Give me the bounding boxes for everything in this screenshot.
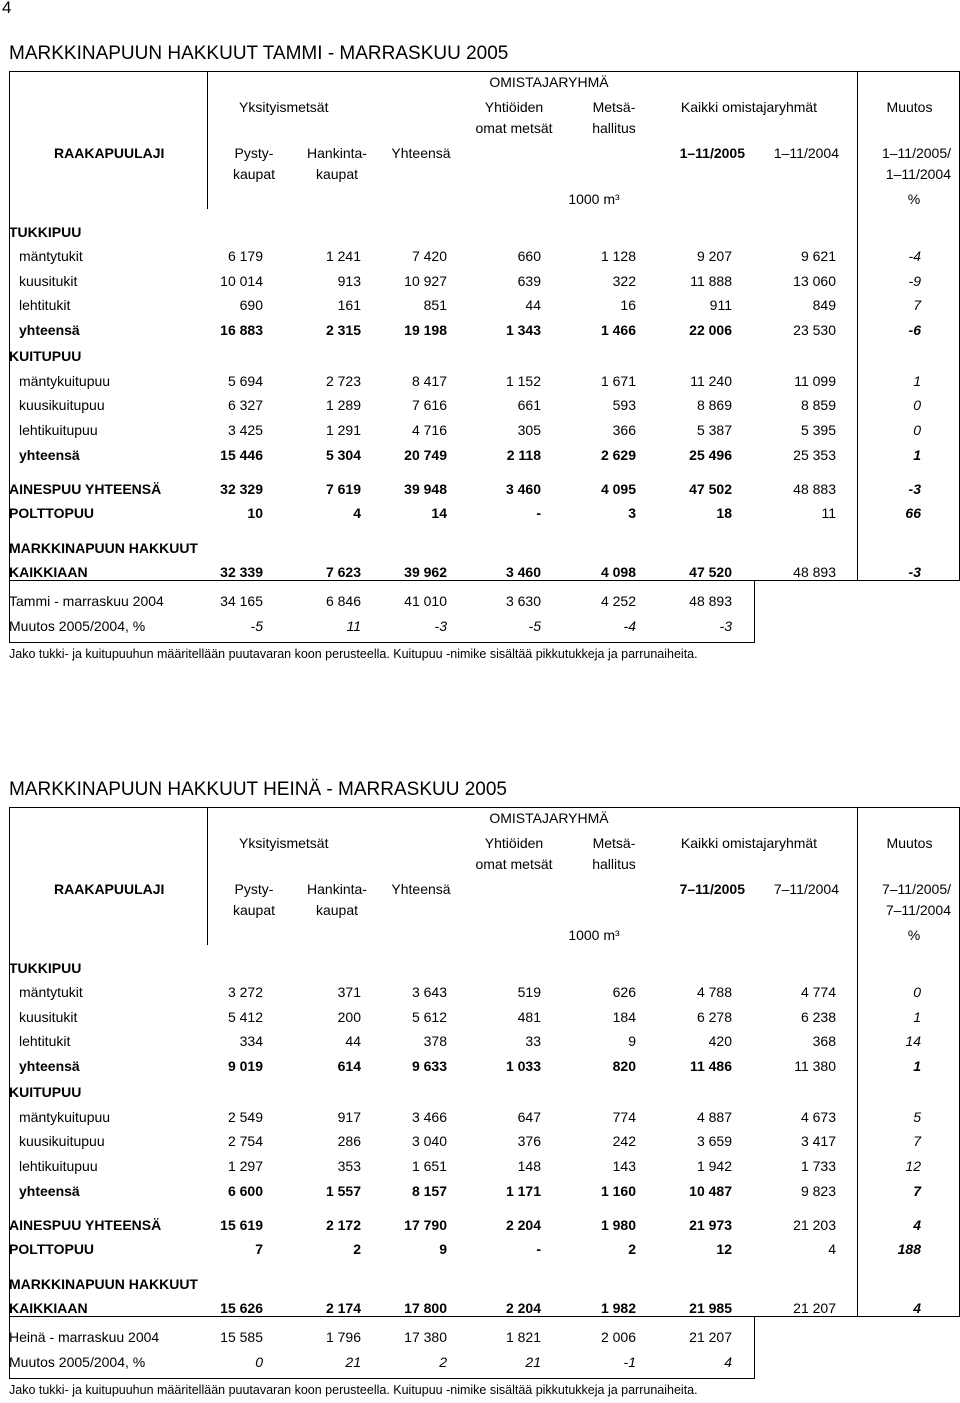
- header-change-line1: 7–11/2005/: [881, 881, 951, 897]
- table-cell: 9 019: [227, 1058, 263, 1074]
- table-cell: 9 823: [800, 1183, 836, 1199]
- table-cell: 22 006: [689, 322, 732, 338]
- table-cell: 11 486: [689, 1058, 732, 1074]
- row-label: KAIKKIAAN: [9, 1300, 88, 1316]
- table-cell: 6 327: [227, 397, 263, 413]
- table-cell: 7 616: [411, 397, 447, 413]
- row-label: yhteensä: [19, 1058, 80, 1074]
- comparison-cell: 4 252: [600, 593, 636, 609]
- table-cell: 366: [612, 422, 636, 438]
- table-cell: 19 198: [404, 322, 447, 338]
- table-cell: 1 297: [227, 1158, 263, 1174]
- comparison-cell: 1 821: [505, 1329, 541, 1345]
- comparison-cell: 3 630: [505, 593, 541, 609]
- comparison-cell: 1 796: [325, 1329, 361, 1345]
- table-cell: 849: [812, 297, 836, 313]
- comparison-cell: 15 585: [220, 1329, 263, 1345]
- table-cell: 2 172: [325, 1217, 361, 1233]
- comparison-cell: 2 006: [600, 1329, 636, 1345]
- comparison-label: Muutos 2005/2004, %: [9, 618, 146, 634]
- table-cell: 1: [913, 1058, 921, 1074]
- table-cell: 3: [628, 505, 636, 521]
- table-cell: 334: [239, 1033, 263, 1049]
- table-cell: 1 980: [600, 1217, 636, 1233]
- row-label: kuusikuitupuu: [19, 1133, 105, 1149]
- table-cell: 10: [247, 505, 263, 521]
- header-pysty-line1: Pysty-: [234, 145, 274, 161]
- comparison-cell: 48 893: [689, 593, 732, 609]
- table-cell: 200: [337, 1009, 361, 1025]
- table-cell: 188: [897, 1241, 921, 1257]
- table-cell: -6: [908, 322, 921, 338]
- table-cell: 1 291: [325, 422, 361, 438]
- row-label: KUITUPUU: [9, 348, 82, 364]
- table-cell: 2 118: [506, 447, 541, 463]
- table-cell: 3 040: [411, 1133, 447, 1149]
- page-number: 4: [2, 0, 12, 17]
- table-cell: 2 315: [325, 322, 361, 338]
- footnote: Jako tukki- ja kuitupuuhun määritellään puutavaran koon perusteella. Kuitupuu -nimike sisältää pikkutukkeja ja parrunaiheita.: [9, 1383, 698, 1397]
- table-cell: 4: [913, 1300, 921, 1316]
- table-cell: 6 278: [696, 1009, 732, 1025]
- table-cell: 148: [517, 1158, 541, 1174]
- row-label: lehtikuitupuu: [19, 422, 98, 438]
- table-cell: 4 095: [600, 481, 636, 497]
- table-cell: 4 887: [696, 1109, 732, 1125]
- header-yksityismetsat: Yksityismetsät: [239, 99, 329, 115]
- header-metsa-line1: Metsä-: [592, 835, 636, 851]
- header-metsa-line1: Metsä-: [592, 99, 636, 115]
- header-muutos: Muutos: [886, 835, 933, 851]
- table-cell: 2 629: [600, 447, 636, 463]
- table-cell: 25 496: [689, 447, 732, 463]
- table-cell: 1 033: [505, 1058, 541, 1074]
- header-pct: %: [907, 191, 921, 207]
- table-cell: 39 948: [404, 481, 447, 497]
- table-cell: 3 272: [227, 984, 263, 1000]
- header-yhteensa: Yhteensä: [391, 145, 451, 161]
- table-cell: 911: [709, 297, 732, 313]
- table-cell: 23 530: [793, 322, 836, 338]
- table-cell: 7 420: [411, 248, 447, 264]
- table-title: MARKKINAPUUN HAKKUUT HEINÄ - MARRASKUU 2005: [9, 779, 507, 800]
- header-change-line1: 1–11/2005/: [881, 145, 951, 161]
- table-cell: 286: [337, 1133, 361, 1149]
- header-hankinta-line1: Hankinta-: [307, 881, 367, 897]
- table-cell: -3: [908, 564, 921, 580]
- row-label: AINESPUU YHTEENSÄ: [9, 1217, 162, 1233]
- table-cell: 7: [255, 1241, 263, 1257]
- table-cell: 913: [337, 273, 361, 289]
- comparison-label: Heinä - marraskuu 2004: [9, 1329, 160, 1345]
- table-cell: 14: [905, 1033, 921, 1049]
- header-hankinta-line2: kaupat: [315, 902, 359, 918]
- table-cell: 639: [517, 273, 541, 289]
- table-cell: 5 304: [325, 447, 361, 463]
- comparison-right-border: [754, 1317, 755, 1379]
- table-cell: 242: [612, 1133, 636, 1149]
- table-cell: 626: [612, 984, 636, 1000]
- row-header-divider: [207, 71, 208, 209]
- table-cell: 3 466: [411, 1109, 447, 1125]
- row-label: yhteensä: [19, 447, 80, 463]
- table-cell: 7: [913, 1133, 921, 1149]
- row-label: TUKKIPUU: [9, 960, 82, 976]
- comparison-cell: 41 010: [404, 593, 447, 609]
- table-cell: 5 387: [696, 422, 732, 438]
- footnote: Jako tukki- ja kuitupuuhun määritellään puutavaran koon perusteella. Kuitupuu -nimike sisältää pikkutukkeja ja parrunaiheita.: [9, 647, 698, 661]
- table-cell: 661: [517, 397, 541, 413]
- table-cell: 1 651: [411, 1158, 447, 1174]
- header-group: OMISTAJARYHMÄ: [489, 810, 609, 826]
- table-cell: 2 204: [505, 1300, 541, 1316]
- row-label: AINESPUU YHTEENSÄ: [9, 481, 162, 497]
- header-change-line2: 1–11/2004: [885, 166, 951, 182]
- row-label: TUKKIPUU: [9, 224, 82, 240]
- table-cell: 4: [353, 505, 361, 521]
- table-cell: 44: [345, 1033, 361, 1049]
- table-cell: 184: [612, 1009, 636, 1025]
- table-cell: 420: [708, 1033, 732, 1049]
- table-cell: 21 973: [689, 1217, 732, 1233]
- table-cell: 917: [337, 1109, 361, 1125]
- table-cell: 21 203: [793, 1217, 836, 1233]
- table-cell: 10 014: [220, 273, 263, 289]
- row-label: yhteensä: [19, 1183, 80, 1199]
- row-label: mäntykuitupuu: [19, 373, 111, 389]
- table-cell: 2 549: [227, 1109, 263, 1125]
- header-muutos: Muutos: [886, 99, 933, 115]
- table-cell: 353: [337, 1158, 361, 1174]
- comparison-cell: 2: [439, 1354, 447, 1370]
- header-yhtiot-line2: omat metsät: [475, 120, 553, 136]
- table-cell: 4 716: [411, 422, 447, 438]
- table-cell: 3 643: [411, 984, 447, 1000]
- table-cell: 1 942: [696, 1158, 732, 1174]
- table-cell: 1 671: [600, 373, 636, 389]
- table-cell: 25 353: [793, 447, 836, 463]
- header-period-previous: 1–11/2004: [773, 145, 839, 161]
- table-cell: 660: [517, 248, 541, 264]
- header-pysty-line2: kaupat: [232, 902, 276, 918]
- table-cell: 4 788: [696, 984, 732, 1000]
- table-cell: 21 207: [793, 1300, 836, 1316]
- table-cell: 593: [612, 397, 636, 413]
- row-label: lehtitukit: [19, 1033, 71, 1049]
- comparison-cell: 4: [724, 1354, 732, 1370]
- table-cell: 12: [716, 1241, 732, 1257]
- header-kaikki: Kaikki omistajaryhmät: [680, 835, 818, 851]
- header-yhtiot-line1: Yhtiöiden: [484, 835, 544, 851]
- table-cell: 10 927: [404, 273, 447, 289]
- comparison-cell: -5: [250, 618, 263, 634]
- table-cell: 481: [517, 1009, 541, 1025]
- table-cell: 8 859: [800, 397, 836, 413]
- table-cell: 1 289: [325, 397, 361, 413]
- table-cell: 12: [905, 1158, 921, 1174]
- comparison-cell: 21: [345, 1354, 361, 1370]
- header-yhtiot-line2: omat metsät: [475, 856, 553, 872]
- table-cell: 1 152: [505, 373, 541, 389]
- comparison-cell: 34 165: [220, 593, 263, 609]
- table-cell: 32 339: [220, 564, 263, 580]
- row-label: kuusitukit: [19, 273, 78, 289]
- header-pysty-line1: Pysty-: [234, 881, 274, 897]
- table-cell: 7 619: [325, 481, 361, 497]
- comparison-cell: -3: [434, 618, 447, 634]
- table-cell: 1 982: [600, 1300, 636, 1316]
- row-label: POLTTOPUU: [9, 505, 95, 521]
- header-row-label: RAAKAPUULAJI: [54, 145, 165, 161]
- table-cell: 48 883: [793, 481, 836, 497]
- table-cell: 1 241: [325, 248, 361, 264]
- table-cell: 371: [337, 984, 361, 1000]
- table-cell: -4: [908, 248, 921, 264]
- comparison-cell: -4: [623, 618, 636, 634]
- header-unit: 1000 m³: [568, 191, 620, 207]
- comparison-cell: 6 846: [325, 593, 361, 609]
- table-cell: 5 612: [411, 1009, 447, 1025]
- comparison-label: Tammi - marraskuu 2004: [9, 593, 164, 609]
- table-cell: 32 329: [220, 481, 263, 497]
- header-hankinta-line2: kaupat: [315, 166, 359, 182]
- table-cell: 11 099: [794, 373, 836, 389]
- header-yhtiot-line1: Yhtiöiden: [484, 99, 544, 115]
- row-header-divider: [207, 807, 208, 945]
- table-cell: 519: [517, 984, 541, 1000]
- table-cell: 0: [913, 422, 921, 438]
- table-cell: 3 659: [696, 1133, 732, 1149]
- table-cell: 4 673: [800, 1109, 836, 1125]
- table-cell: 4: [828, 1241, 836, 1257]
- header-row-label: RAAKAPUULAJI: [54, 881, 165, 897]
- table-cell: 690: [239, 297, 263, 313]
- table-cell: 647: [517, 1109, 541, 1125]
- row-label: kuusikuitupuu: [19, 397, 105, 413]
- table-cell: 5 395: [800, 422, 836, 438]
- comparison-cell: 17 380: [404, 1329, 447, 1345]
- table-block-jul-nov: [9, 779, 960, 1403]
- header-yhteensa: Yhteensä: [391, 881, 451, 897]
- table-cell: 5 412: [227, 1009, 263, 1025]
- row-label: mäntykuitupuu: [19, 1109, 111, 1125]
- table-cell: -: [536, 505, 541, 521]
- table-cell: 9 207: [696, 248, 732, 264]
- table-cell: 1 128: [600, 248, 636, 264]
- table-cell: 11 380: [794, 1058, 836, 1074]
- table-cell: 16 883: [220, 322, 263, 338]
- table-cell: 17 790: [404, 1217, 447, 1233]
- table-cell: 18: [716, 505, 732, 521]
- row-label: kuusitukit: [19, 1009, 78, 1025]
- table-title: MARKKINAPUUN HAKKUUT TAMMI - MARRASKUU 2005: [9, 43, 509, 64]
- table-cell: 1 160: [600, 1183, 636, 1199]
- table-cell: 6 238: [800, 1009, 836, 1025]
- table-cell: 4 098: [600, 564, 636, 580]
- table-cell: 1 466: [600, 322, 636, 338]
- table-cell: 3 425: [227, 422, 263, 438]
- table-cell: 3 417: [800, 1133, 836, 1149]
- table-cell: 376: [517, 1133, 541, 1149]
- table-cell: 3 460: [505, 564, 541, 580]
- table-cell: 7: [913, 1183, 921, 1199]
- comparison-cell: 0: [255, 1354, 263, 1370]
- table-cell: 9: [439, 1241, 447, 1257]
- header-change-line2: 7–11/2004: [885, 902, 951, 918]
- table-cell: 48 893: [793, 564, 836, 580]
- table-cell: 8 869: [696, 397, 732, 413]
- row-label: POLTTOPUU: [9, 1241, 95, 1257]
- table-cell: 2 204: [505, 1217, 541, 1233]
- table-cell: 2 723: [325, 373, 361, 389]
- header-unit: 1000 m³: [568, 927, 620, 943]
- row-label: KAIKKIAAN: [9, 564, 88, 580]
- table-cell: 1: [913, 373, 921, 389]
- table-cell: 21 985: [689, 1300, 732, 1316]
- table-cell: 2: [353, 1241, 361, 1257]
- table-cell: 20 749: [404, 447, 447, 463]
- table-cell: 368: [812, 1033, 836, 1049]
- table-cell: 8 157: [411, 1183, 447, 1199]
- table-cell: 322: [612, 273, 636, 289]
- table-cell: 161: [337, 297, 361, 313]
- table-cell: 10 487: [689, 1183, 732, 1199]
- row-label: MARKKINAPUUN HAKKUUT: [9, 540, 198, 556]
- table-cell: -: [536, 1241, 541, 1257]
- comparison-label: Muutos 2005/2004, %: [9, 1354, 146, 1370]
- header-period-current: 1–11/2005: [679, 145, 745, 161]
- table-cell: -3: [908, 481, 921, 497]
- header-pysty-line2: kaupat: [232, 166, 276, 182]
- table-cell: 2 174: [325, 1300, 361, 1316]
- table-cell: 47 520: [689, 564, 732, 580]
- header-yksityismetsat: Yksityismetsät: [239, 835, 329, 851]
- table-cell: 15 626: [220, 1300, 263, 1316]
- comparison-cell: -3: [719, 618, 732, 634]
- header-pct: %: [907, 927, 921, 943]
- table-cell: 1 171: [505, 1183, 541, 1199]
- table-cell: 0: [913, 984, 921, 1000]
- table-cell: 378: [423, 1033, 447, 1049]
- table-cell: 305: [517, 422, 541, 438]
- table-cell: 11 240: [690, 373, 732, 389]
- row-label: mäntytukit: [19, 984, 83, 1000]
- table-cell: 0: [913, 397, 921, 413]
- row-label: yhteensä: [19, 322, 80, 338]
- header-period-previous: 7–11/2004: [773, 881, 839, 897]
- table-cell: -9: [908, 273, 921, 289]
- table-cell: 11 888: [690, 273, 732, 289]
- header-hankinta-line1: Hankinta-: [307, 145, 367, 161]
- table-cell: 1 733: [800, 1158, 836, 1174]
- table-cell: 15 446: [220, 447, 263, 463]
- table-block-jan-nov: [9, 43, 960, 668]
- table-cell: 66: [905, 505, 921, 521]
- row-label: lehtikuitupuu: [19, 1158, 98, 1174]
- header-period-current: 7–11/2005: [679, 881, 745, 897]
- row-label: lehtitukit: [19, 297, 71, 313]
- comparison-cell: 11: [346, 618, 361, 634]
- table-cell: 8 417: [411, 373, 447, 389]
- table-cell: 614: [337, 1058, 361, 1074]
- table-cell: 1: [913, 447, 921, 463]
- comparison-right-border: [754, 581, 755, 643]
- row-label: MARKKINAPUUN HAKKUUT: [9, 1276, 198, 1292]
- table-cell: 3 460: [505, 481, 541, 497]
- table-cell: 820: [612, 1058, 636, 1074]
- header-metsa-line2: hallitus: [592, 856, 636, 872]
- comparison-bottom-border: [9, 1378, 755, 1379]
- table-cell: 47 502: [689, 481, 732, 497]
- comparison-cell: 21: [525, 1354, 541, 1370]
- table-cell: 9 621: [800, 248, 836, 264]
- table-cell: 39 962: [404, 564, 447, 580]
- table-cell: 1 343: [505, 322, 541, 338]
- comparison-bottom-border: [9, 642, 755, 643]
- table-cell: 5: [913, 1109, 921, 1125]
- table-cell: 774: [612, 1109, 636, 1125]
- table-cell: 9 633: [411, 1058, 447, 1074]
- table-cell: 17 800: [404, 1300, 447, 1316]
- table-cell: 15 619: [220, 1217, 263, 1233]
- table-cell: 7: [913, 297, 921, 313]
- comparison-cell: -1: [623, 1354, 636, 1370]
- header-group: OMISTAJARYHMÄ: [489, 74, 609, 90]
- comparison-cell: 21 207: [689, 1329, 732, 1345]
- table-cell: 16: [620, 297, 636, 313]
- table-cell: 14: [431, 505, 447, 521]
- table-cell: 5 694: [227, 373, 263, 389]
- table-cell: 1: [913, 1009, 921, 1025]
- table-cell: 4 774: [800, 984, 836, 1000]
- table-cell: 4: [913, 1217, 921, 1233]
- table-cell: 1 557: [325, 1183, 361, 1199]
- header-kaikki: Kaikki omistajaryhmät: [680, 99, 818, 115]
- table-cell: 2: [628, 1241, 636, 1257]
- table-cell: 6 600: [227, 1183, 263, 1199]
- table-cell: 44: [525, 297, 541, 313]
- comparison-cell: -5: [528, 618, 541, 634]
- table-cell: 143: [612, 1158, 636, 1174]
- table-cell: 851: [423, 297, 447, 313]
- table-cell: 33: [525, 1033, 541, 1049]
- header-metsa-line2: hallitus: [592, 120, 636, 136]
- row-label: mäntytukit: [19, 248, 83, 264]
- table-cell: 11: [821, 505, 836, 521]
- table-cell: 2 754: [227, 1133, 263, 1149]
- row-label: KUITUPUU: [9, 1084, 82, 1100]
- table-cell: 13 060: [793, 273, 836, 289]
- table-cell: 7 623: [325, 564, 361, 580]
- table-cell: 6 179: [227, 248, 263, 264]
- table-cell: 9: [628, 1033, 636, 1049]
